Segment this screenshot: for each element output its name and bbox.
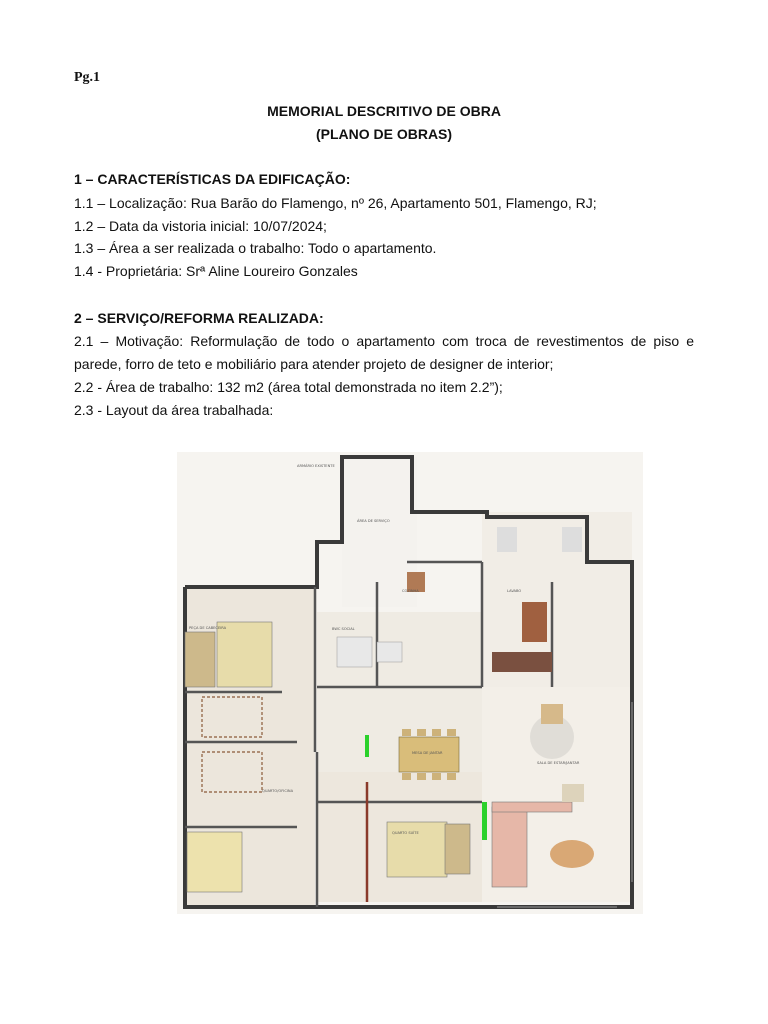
floor-plan-image	[177, 452, 643, 914]
document-subtitle: (PLANO DE OBRAS)	[315, 126, 453, 142]
section2-heading: 2 – SERVIÇO/REFORMA REALIZADA:	[74, 310, 324, 326]
item-2-3: 2.3 - Layout da área trabalhada:	[74, 402, 274, 418]
svg-text:SALA DE ESTAR/JANTAR: SALA DE ESTAR/JANTAR	[537, 761, 580, 765]
item-1-2: 1.2 – Data da vistoria inicial: 10/07/2024;	[74, 218, 327, 234]
svg-text:LAVABO: LAVABO	[507, 589, 522, 593]
svg-text:PEÇA DE CABECEIRA: PEÇA DE CABECEIRA	[189, 626, 227, 630]
svg-text:QUARTO/OFICINA: QUARTO/OFICINA	[262, 789, 294, 793]
svg-text:BWC SOCIAL: BWC SOCIAL	[332, 627, 355, 631]
svg-text:ARMÁRIO EXISTENTE: ARMÁRIO EXISTENTE	[297, 464, 335, 468]
svg-text:ÁREA DE SERVIÇO: ÁREA DE SERVIÇO	[357, 519, 390, 523]
item-2-1: 2.1 – Motivação: Reformulação de todo o apartamento com troca de revestimentos de piso e parede, forro de teto e mobiliário para atender projeto de designer de interior;	[74, 333, 694, 372]
item-1-4: 1.4 - Proprietária: Srª Aline Loureiro Gonzales	[74, 263, 358, 279]
svg-text:MESA DE JANTAR: MESA DE JANTAR	[412, 751, 443, 755]
svg-text:QUARTO SUÍTE: QUARTO SUÍTE	[392, 831, 419, 835]
item-2-2: 2.2 - Área de trabalho: 132 m2 (área total demonstrada no item 2.2”);	[74, 379, 503, 395]
page-number: Pg.1	[74, 70, 101, 85]
floor-plan-drawing	[177, 452, 643, 914]
item-1-1: 1.1 – Localização: Rua Barão do Flamengo, nº 26, Apartamento 501, Flamengo, RJ;	[74, 195, 597, 211]
document-title: MEMORIAL DESCRITIVO DE OBRA	[267, 103, 501, 119]
svg-text:COZINHA: COZINHA	[402, 589, 419, 593]
item-1-3: 1.3 – Área a ser realizada o trabalho: Todo o apartamento.	[74, 240, 437, 256]
section1-heading: 1 – CARACTERÍSTICAS DA EDIFICAÇÃO:	[74, 171, 351, 187]
